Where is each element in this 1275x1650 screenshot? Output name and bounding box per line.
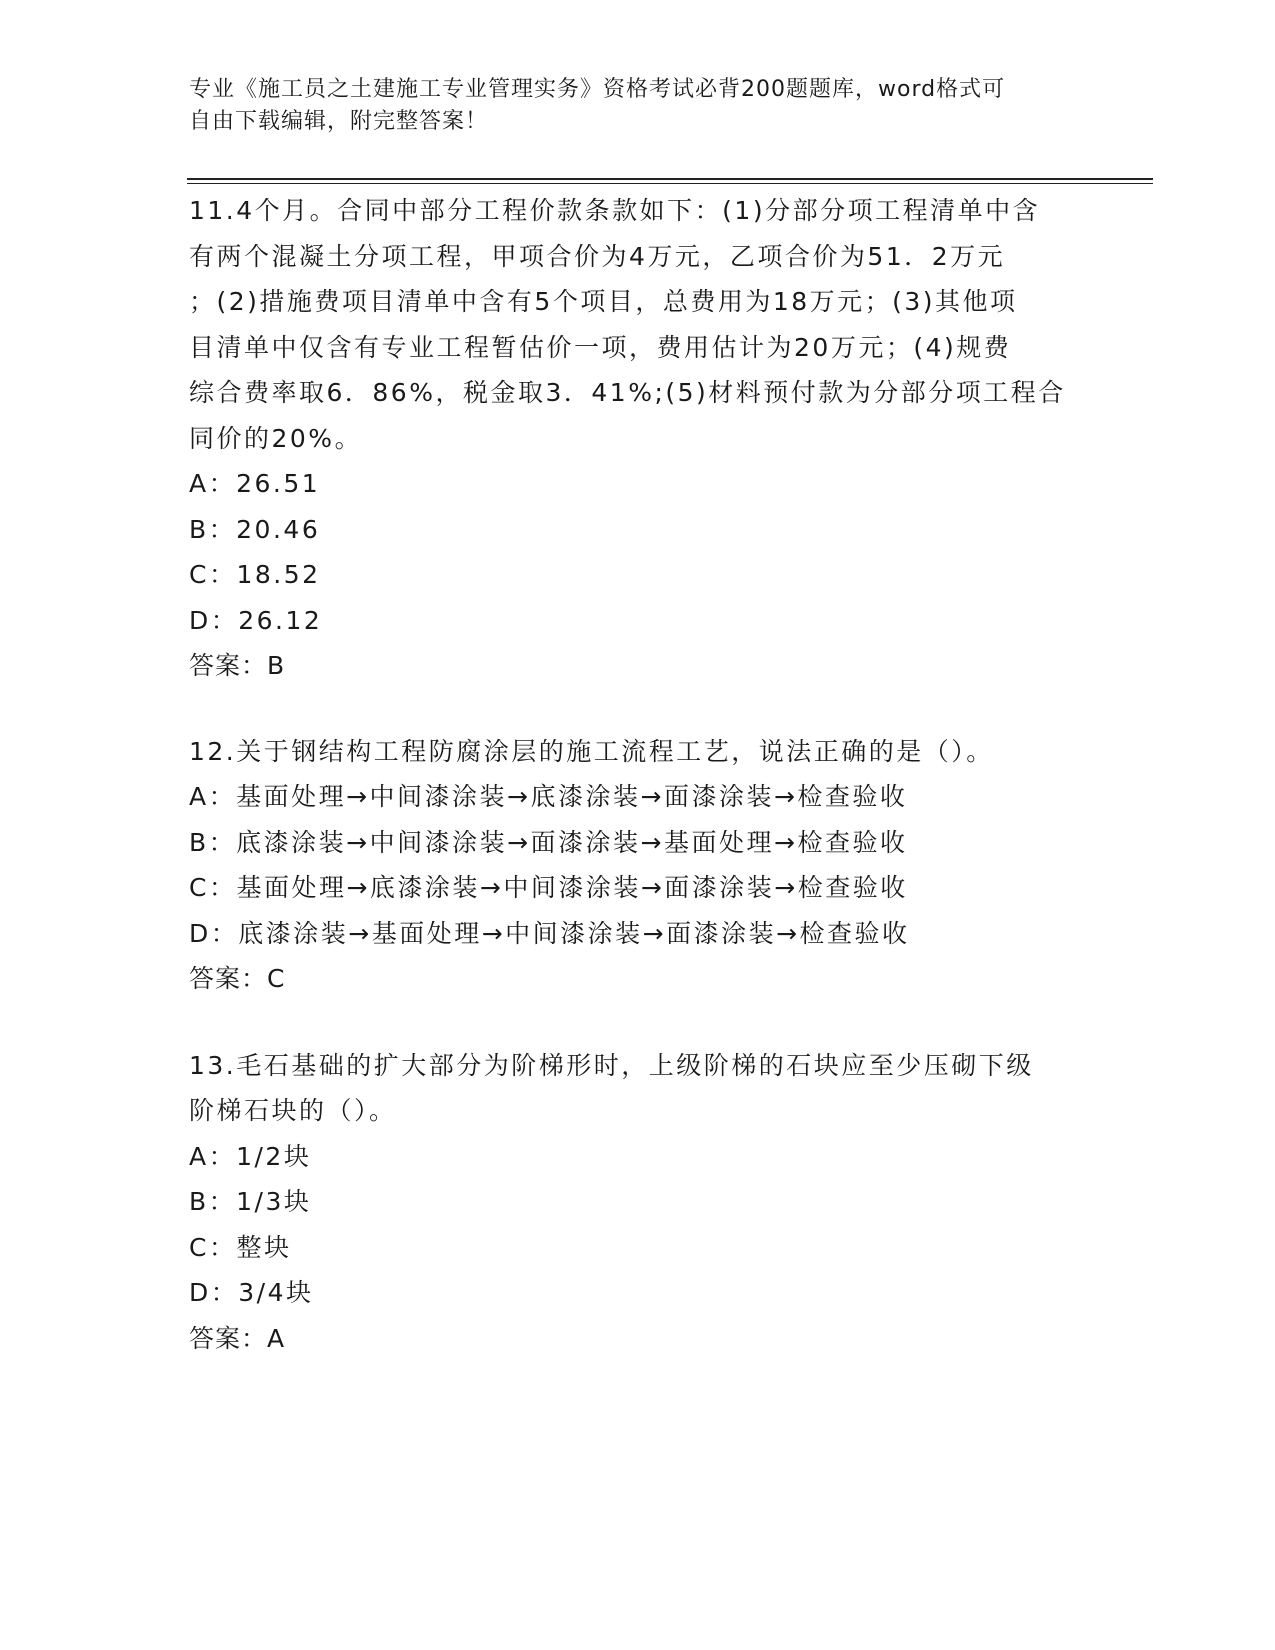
option-a: A：基面处理→中间漆涂装→底漆涂装→面漆涂装→检查验收: [189, 782, 908, 811]
option-a: A：26.51: [189, 469, 321, 498]
option-d: D：26.12: [189, 605, 323, 635]
question-stem-line: 11.4个月。合同中部分工程价款条款如下：(1)分部分项工程清单中含: [189, 196, 1041, 225]
question-stem-line: 阶梯石块的（）。: [189, 1096, 397, 1125]
option-d: D：底漆涂装→基面处理→中间漆涂装→面漆涂装→检查验收: [189, 918, 910, 948]
question-spacer: [189, 689, 1089, 729]
header-divider: [187, 178, 1153, 184]
answer-line: 答案：B: [189, 651, 286, 680]
question-spacer: [189, 1002, 1089, 1043]
option-c: C：整块: [189, 1232, 292, 1262]
question-stem-line: 综合费率取6．86%，税金取3．41%;(5)材料预付款为分部分项工程合: [189, 378, 1066, 407]
option-b: B：底漆涂装→中间漆涂装→面漆涂装→基面处理→检查验收: [189, 827, 908, 857]
option-a: A：1/2块: [189, 1141, 312, 1171]
question-11: [189, 188, 1089, 689]
question-list: [189, 188, 1089, 1361]
option-b: B：20.46: [189, 514, 321, 544]
option-c: C：18.52: [189, 560, 321, 589]
header-line-1: 专业《施工员之土建施工专业管理实务》资格考试必背200题题库，word格式可: [189, 77, 1006, 102]
question-stem-line: ；(2)措施费项目清单中含有5个项目，总费用为18万元；(3)其他项: [189, 287, 1018, 316]
option-b: B：1/3块: [189, 1187, 312, 1216]
header-line-2: 自由下载编辑，附完整答案！: [189, 109, 489, 134]
document-header: [189, 74, 1069, 138]
question-stem-line: 有两个混凝土分项工程，甲项合价为4万元，乙项合价为51．2万元: [189, 241, 1006, 271]
question-stem-line: 12.关于钢结构工程防腐涂层的施工流程工艺，说法正确的是（）。: [189, 736, 994, 766]
question-13: [189, 1043, 1089, 1362]
answer-line: 答案：A: [189, 1323, 286, 1353]
question-stem-line: 13.毛石基础的扩大部分为阶梯形时，上级阶梯的石块应至少压砌下级: [189, 1050, 1034, 1080]
question-stem-line: 目清单中仅含有专业工程暂估价一项，费用估计为20万元；(4)规费: [189, 332, 1012, 362]
question-stem-line: 同价的20%。: [189, 423, 363, 453]
option-d: D：3/4块: [189, 1278, 314, 1307]
answer-line: 答案：C: [189, 964, 286, 993]
option-c: C：基面处理→底漆涂装→中间漆涂装→面漆涂装→检查验收: [189, 873, 908, 902]
question-12: [189, 729, 1089, 1002]
